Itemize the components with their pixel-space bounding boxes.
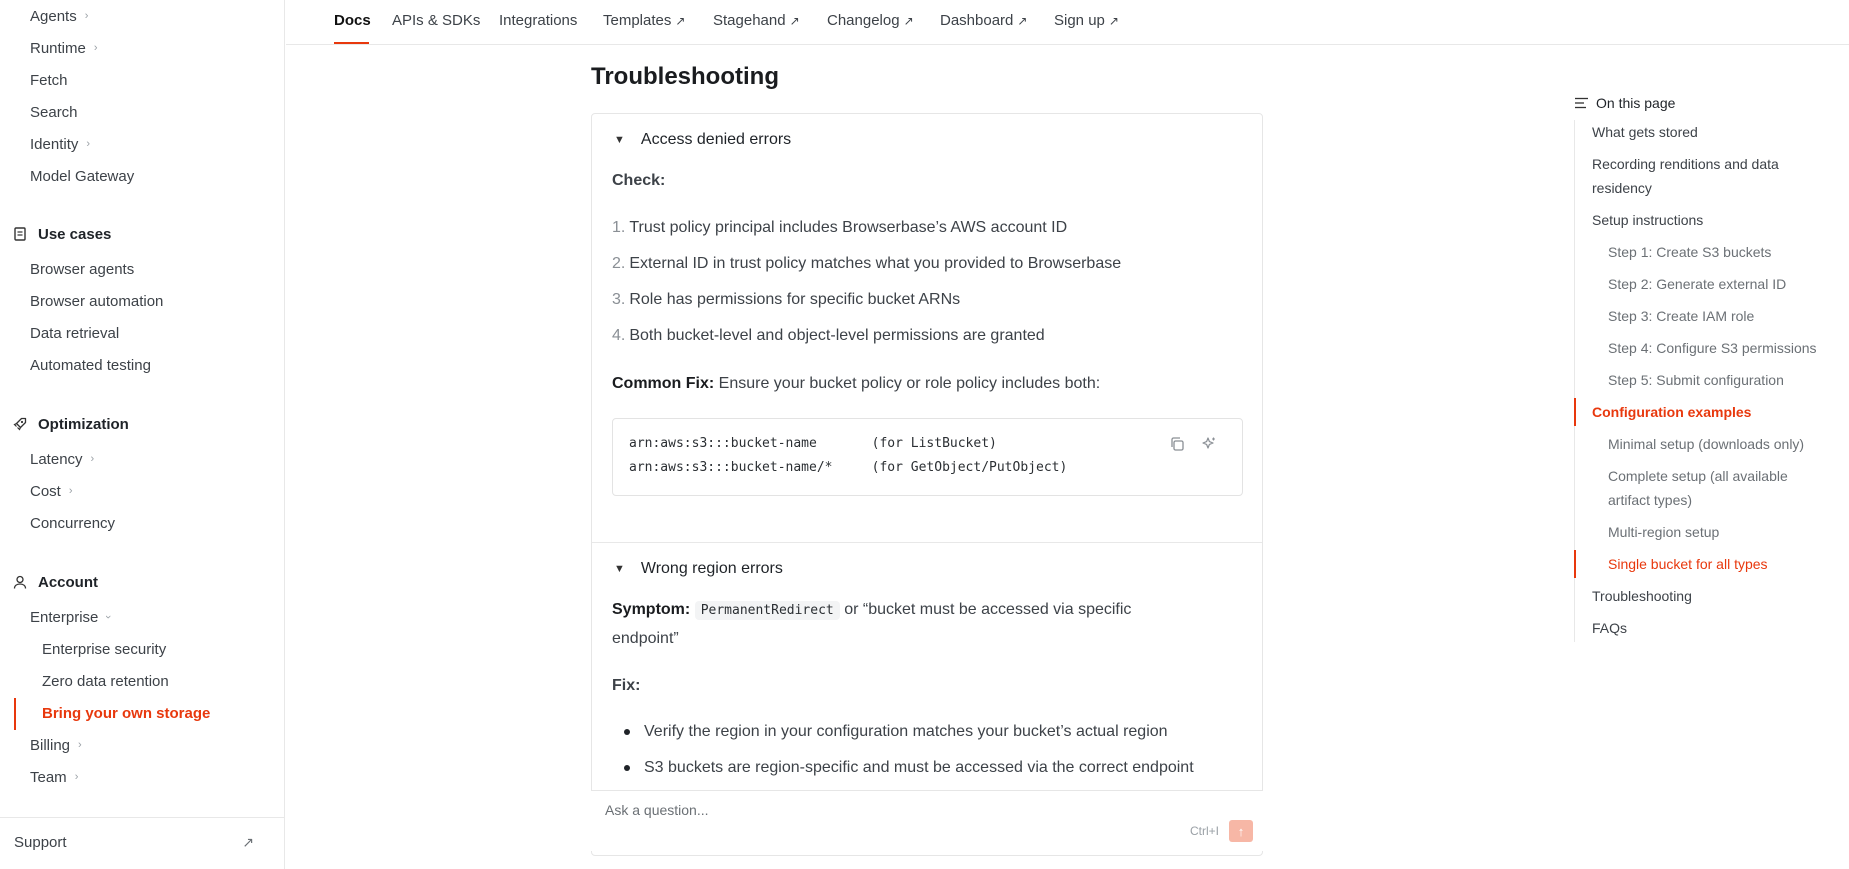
sidebar-item-label: Model Gateway xyxy=(30,167,135,185)
sidebar-item-data-retrieval[interactable] xyxy=(30,322,119,344)
sidebar-item-label: Bring your own storage xyxy=(42,704,211,722)
user-icon xyxy=(12,574,28,590)
accordion-access-denied[interactable] xyxy=(614,131,791,149)
chevron-right-icon: › xyxy=(84,10,89,22)
sidebar-item-label: Team xyxy=(30,768,67,786)
sidebar-item-zero-data-retention[interactable] xyxy=(42,670,169,692)
tab-sign-up[interactable] xyxy=(1054,12,1119,29)
rocket-icon xyxy=(12,416,28,432)
inline-code: PermanentRedirect xyxy=(695,601,840,620)
sidebar-item-bring-your-own-storage[interactable] xyxy=(42,702,210,724)
list-item xyxy=(624,723,1168,741)
list-item: 2. External ID in trust policy matches what you provided to Browserbase xyxy=(612,255,1122,272)
sidebar-item-label: Runtime xyxy=(30,39,86,57)
tab-dashboard[interactable] xyxy=(940,12,1027,29)
sidebar-item-label: Concurrency xyxy=(30,514,116,532)
toc-item[interactable]: Setup instructions xyxy=(1592,212,1704,228)
ask-question-bar xyxy=(591,790,1263,851)
sidebar-item-label: Cost xyxy=(30,482,61,500)
tab-label: Changelog xyxy=(827,12,900,29)
sidebar-item-label: Browser automation xyxy=(30,292,164,310)
external-arrow-icon: ↗ xyxy=(789,14,800,28)
symptom-text: or “bucket must be accessed via specific xyxy=(839,601,1132,618)
symptom xyxy=(612,596,1212,653)
sidebar-item-latency[interactable] xyxy=(30,448,94,470)
sidebar-item-label: Automated testing xyxy=(30,356,151,374)
common-fix xyxy=(612,370,1100,398)
sidebar-item-label: Browser agents xyxy=(30,260,135,278)
sidebar-item-label: Enterprise xyxy=(30,608,99,626)
chevron-right-icon: › xyxy=(78,739,82,751)
list-item-text: S3 buckets are region-specific and must be accessed via the correct endpoint xyxy=(644,759,1194,776)
toc-item[interactable]: Recording renditions and data residency xyxy=(1592,156,1779,196)
list-item xyxy=(624,759,1194,777)
tab-label: Sign up xyxy=(1054,12,1105,29)
common-fix-text: Ensure your bucket policy or role policy includes both: xyxy=(714,375,1101,392)
tab-docs[interactable] xyxy=(334,12,371,29)
symptom-label: Symptom: xyxy=(612,601,691,618)
external-arrow-icon: ↗ xyxy=(1017,14,1028,28)
chevron-down-icon: › xyxy=(102,615,115,619)
sidebar xyxy=(0,0,285,869)
toc-header xyxy=(1575,95,1675,111)
sidebar-item-label: Data retrieval xyxy=(30,324,120,342)
bullet xyxy=(624,765,630,771)
sidebar-group-use-cases xyxy=(12,223,111,245)
list-item-text: Verify the region in your configuration matches your bucket’s actual region xyxy=(644,723,1168,740)
toc-item[interactable]: What gets stored xyxy=(1592,124,1698,140)
tab-apis-sdks[interactable] xyxy=(392,12,480,29)
troubleshooting-accordion xyxy=(591,113,1263,856)
list-item-text: Both bucket-level and object-level permissions are granted xyxy=(629,327,1045,344)
tab-label: Integrations xyxy=(499,12,578,29)
code-line: arn:aws:s3:::bucket-name (for ListBucket) xyxy=(629,436,997,451)
toc-item[interactable]: Minimal setup (downloads only) xyxy=(1608,436,1805,452)
sidebar-item-browser-automation[interactable] xyxy=(30,290,163,312)
toc-item[interactable]: FAQs xyxy=(1592,620,1628,636)
sidebar-item-label: Zero data retention xyxy=(42,672,169,690)
sidebar-item-search[interactable] xyxy=(30,101,78,123)
chevron-right-icon: › xyxy=(93,42,98,54)
sparkle-icon[interactable] xyxy=(1200,435,1218,453)
chevron-right-icon: › xyxy=(74,771,79,783)
sidebar-item-label: Enterprise security xyxy=(42,640,167,658)
sidebar-item-identity[interactable] xyxy=(30,133,90,155)
chevron-right-icon: › xyxy=(86,138,91,150)
toc-active-indicator xyxy=(1574,398,1576,426)
toc-item-active[interactable]: Single bucket for all types xyxy=(1608,556,1768,572)
list-icon xyxy=(1575,97,1588,109)
tab-label: Docs xyxy=(334,12,371,29)
support-link[interactable]: Support xyxy=(14,834,67,851)
sidebar-item-billing[interactable] xyxy=(30,734,82,756)
accordion-title: Access denied errors xyxy=(640,131,792,148)
tab-label: Templates xyxy=(603,12,672,29)
sidebar-item-cost[interactable] xyxy=(30,480,73,502)
sidebar-item-concurrency[interactable] xyxy=(30,512,115,534)
sidebar-item-label: Billing xyxy=(30,736,71,754)
tab-integrations[interactable] xyxy=(499,12,577,29)
list-item: 1. Trust policy principal includes Browserbase’s AWS account ID xyxy=(612,219,1068,236)
list-item-text: Role has permissions for specific bucket ARNs xyxy=(629,291,961,308)
copy-icon[interactable] xyxy=(1168,435,1186,453)
sidebar-item-enterprise-security[interactable] xyxy=(42,638,166,660)
list-item: 4. Both bucket-level and object-level permissions are granted xyxy=(612,327,1045,344)
toc-item[interactable]: Complete setup (all available artifact types) xyxy=(1608,468,1788,508)
sidebar-group-title: Use cases xyxy=(38,225,112,243)
sidebar-item-fetch[interactable] xyxy=(30,69,68,91)
check-label: Check: xyxy=(612,172,666,189)
list-item: 3. Role has permissions for specific bucket ARNs xyxy=(612,291,961,308)
sidebar-item-browser-agents[interactable] xyxy=(30,258,134,280)
code-block xyxy=(612,418,1243,496)
accordion-wrong-region[interactable] xyxy=(614,560,783,578)
top-nav xyxy=(286,0,1849,45)
caret-down-icon: ▼ xyxy=(614,134,625,146)
sidebar-item-team[interactable] xyxy=(30,766,78,788)
external-arrow-icon: ↗ xyxy=(675,14,686,28)
sidebar-group-optimization xyxy=(12,413,129,435)
tab-stagehand[interactable] xyxy=(713,12,800,29)
sidebar-group-account xyxy=(12,571,98,593)
toc-item[interactable]: Multi-region setup xyxy=(1608,524,1720,540)
sidebar-item-runtime[interactable] xyxy=(30,37,98,59)
active-tab-underline xyxy=(334,42,369,44)
toc-item[interactable]: Step 4: Configure S3 permissions xyxy=(1608,340,1817,356)
list-item-text: External ID in trust policy matches what you provided to Browserbase xyxy=(629,255,1122,272)
ask-question-input[interactable]: Ask a question... xyxy=(605,802,709,818)
sidebar-active-indicator xyxy=(14,698,16,730)
toc-item[interactable]: Step 1: Create S3 buckets xyxy=(1608,244,1772,260)
caret-down-icon: ▼ xyxy=(614,563,625,575)
sidebar-item-label: Fetch xyxy=(30,71,68,89)
external-arrow-icon[interactable]: ↗ xyxy=(242,834,254,850)
sidebar-footer xyxy=(0,817,284,869)
sidebar-item-agents[interactable] xyxy=(30,5,88,27)
page-title: Troubleshooting xyxy=(591,63,779,90)
external-arrow-icon: ↗ xyxy=(1108,14,1119,28)
tab-label: Dashboard xyxy=(940,12,1014,29)
sidebar-group-title: Optimization xyxy=(38,415,129,433)
shortcut-hint: Ctrl+I xyxy=(1189,824,1219,838)
sidebar-item-label: Search xyxy=(30,103,78,121)
tab-changelog[interactable] xyxy=(827,12,914,29)
toc-active-indicator xyxy=(1574,550,1576,578)
table-of-contents xyxy=(1574,120,1844,642)
toc-title: On this page xyxy=(1596,95,1676,111)
sidebar-item-automated-testing[interactable] xyxy=(30,354,151,376)
symptom-text-2: endpoint” xyxy=(612,630,679,647)
accordion-title: Wrong region errors xyxy=(640,560,783,577)
document-icon xyxy=(12,226,28,242)
fix-label: Fix: xyxy=(612,677,641,694)
common-fix-label: Common Fix: xyxy=(612,375,715,392)
sidebar-item-label: Agents xyxy=(30,7,77,25)
accordion-divider xyxy=(592,542,1262,543)
tab-templates[interactable] xyxy=(603,12,685,29)
code-line: arn:aws:s3:::bucket-name/* (for GetObject/PutObject) xyxy=(629,460,1068,475)
chevron-right-icon: › xyxy=(68,485,73,497)
sidebar-item-enterprise[interactable] xyxy=(30,606,115,628)
bullet xyxy=(624,729,630,735)
external-arrow-icon: ↗ xyxy=(903,14,914,28)
sidebar-item-label: Identity xyxy=(30,135,79,153)
toc-item-active[interactable]: Configuration examples xyxy=(1592,404,1752,420)
sidebar-item-model-gateway[interactable] xyxy=(30,165,134,187)
arrow-up-icon[interactable]: ↑ xyxy=(1229,820,1253,842)
tab-label: Stagehand xyxy=(713,12,786,29)
toc-item[interactable]: Troubleshooting xyxy=(1592,588,1692,604)
toc-item[interactable]: Step 5: Submit configuration xyxy=(1608,372,1784,388)
toc-item[interactable]: Step 3: Create IAM role xyxy=(1608,308,1755,324)
sidebar-item-label: Latency xyxy=(30,450,83,468)
tab-label: APIs & SDKs xyxy=(392,12,481,29)
chevron-right-icon: › xyxy=(90,453,95,465)
list-item-text: Trust policy principal includes Browserbase’s AWS account ID xyxy=(629,219,1068,236)
toc-item[interactable]: Step 2: Generate external ID xyxy=(1608,276,1787,292)
sidebar-group-title: Account xyxy=(38,573,98,591)
